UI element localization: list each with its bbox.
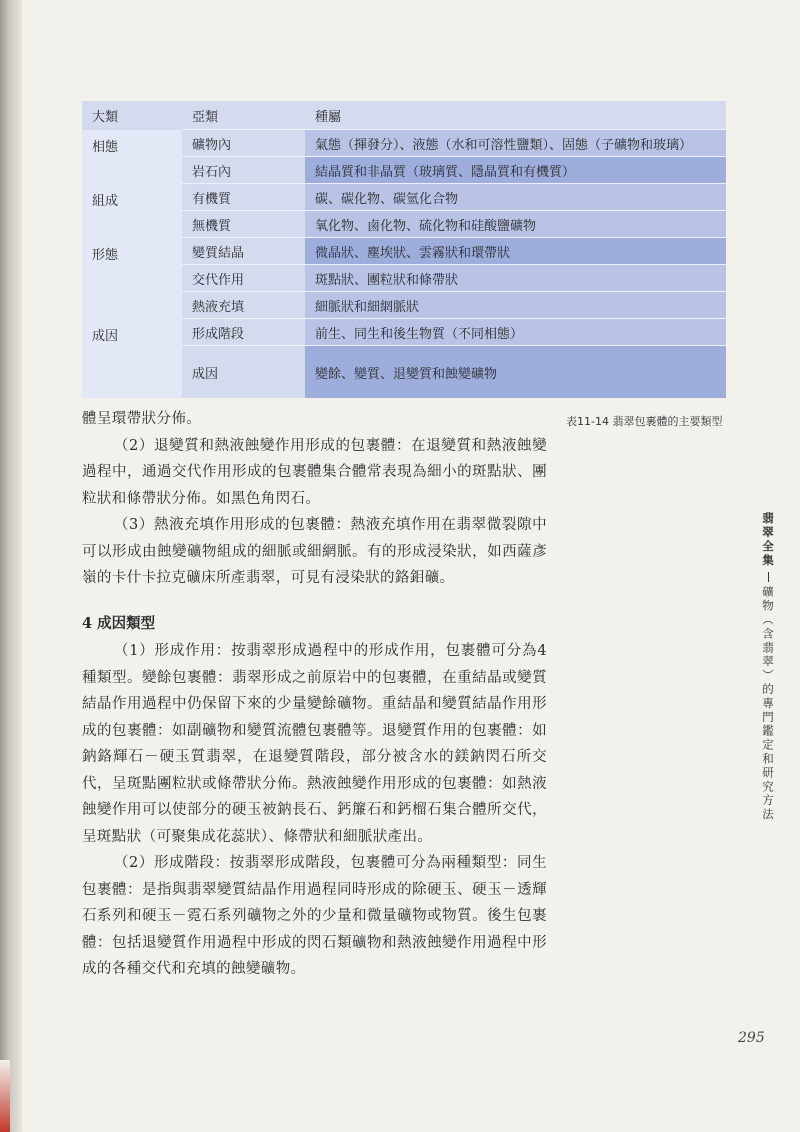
book-spine-shadow <box>0 0 22 1132</box>
species-cell: 碳、碳化物、碳氫化合物 <box>305 184 726 211</box>
paragraph: （3）熱液充填作用形成的包裹體：熱液充填作用在翡翠微裂隙中可以形成由蝕變礦物組成的細脈或細網脈。有的形成浸染狀，如西薩彥嶺的卡什卡拉克礦床所產翡翠，可見有浸染狀的鉻鉬礦。 <box>82 517 547 586</box>
table-row <box>82 238 726 265</box>
inclusion-type-table <box>82 101 726 398</box>
species-cell: 氧化物、鹵化物、硫化物和硅酸鹽礦物 <box>305 211 726 238</box>
category-cell: 相態 <box>82 130 182 184</box>
table-row <box>82 184 726 211</box>
category-cell: 形態 <box>82 238 182 319</box>
table-caption: 表11-14 翡翠包裹體的主要類型 <box>566 415 723 428</box>
body-text-bottom <box>82 638 547 983</box>
subcategory-cell: 交代作用 <box>182 265 305 292</box>
body-text-top <box>82 406 547 592</box>
category-cell: 組成 <box>82 184 182 238</box>
chapter-title: 礦物（含翡翠）的專門鑑定和研究方法 <box>761 585 775 822</box>
species-cell: 細脈狀和細網脈狀 <box>305 292 726 319</box>
subcategory-cell: 成因 <box>182 346 305 399</box>
subcategory-cell: 形成階段 <box>182 319 305 346</box>
header-species: 種屬 <box>305 101 726 130</box>
species-cell: 結晶質和非晶質（玻璃質、隱晶質和有機質） <box>305 157 726 184</box>
species-cell: 斑點狀、團粒狀和條帶狀 <box>305 265 726 292</box>
series-title: 翡翠全集 <box>761 512 775 568</box>
table-header-row <box>82 101 726 130</box>
paragraph: 體呈環帶狀分佈。 <box>82 411 202 427</box>
subcategory-cell: 岩石內 <box>182 157 305 184</box>
species-cell: 前生、同生和後生物質（不同相態） <box>305 319 726 346</box>
species-cell: 變餘、變質、退變質和蝕變礦物 <box>305 346 726 399</box>
running-header <box>762 512 776 822</box>
header-subcategory: 亞類 <box>182 101 305 130</box>
header-divider <box>768 572 769 582</box>
table-row <box>82 130 726 157</box>
species-cell: 氣態（揮發分）、液態（水和可溶性鹽類）、固態（子礦物和玻璃） <box>305 130 726 157</box>
table-row <box>82 319 726 346</box>
paragraph: （2）退變質和熱液蝕變作用形成的包裹體：在退變質和熱液蝕變過程中，通過交代作用形成的包裹體集合體常表現為細小的斑點狀、團粒狀和條帶狀分佈。如黑色角閃石。 <box>82 437 547 507</box>
subcategory-cell: 熱液充填 <box>182 292 305 319</box>
paragraph: （1）形成作用：按翡翠形成過程中的形成作用，包裹體可分為4種類型。變餘包裹體：翡翠形成之前原岩中的包裹體，在重結晶或變質結晶作用過程中仍保留下來的少量變餘礦物。重結晶和變質結晶作用形成的包裹體：如副礦物和變質流體包裹體等。退變質作用的包裹體：如鈉鉻輝石－硬玉質翡翠，在退變質階段，部分被含水的鎂鈉閃石所交代，呈斑點團粒狀或條帶狀分佈。熱液蝕變作用形成的包裹體：如熱液蝕變作用可以使部分的硬玉被鈉長石、鈣簾石和鈣榴石集合體所交代，呈斑點狀（可聚集成花蕊狀）、條帶狀和細脈狀產出。 <box>82 643 547 845</box>
subcategory-cell: 無機質 <box>182 211 305 238</box>
section-heading: 4 成因類型 <box>82 615 156 632</box>
paragraph: （2）形成階段：按翡翠形成階段，包裹體可分為兩種類型：同生包裹體：是指與翡翠變質結晶作用過程同時形成的除硬玉、硬玉－透輝石系列和硬玉－霓石系列礦物之外的少量和微量礦物或物質。後生包裹體：包括退變質作用過程中形成的閃石類礦物和熱液蝕變作用過程中形成的各種交代和充填的蝕變礦物。 <box>82 855 547 977</box>
species-cell: 微晶狀、塵埃狀、雲霧狀和環帶狀 <box>305 238 726 265</box>
category-cell: 成因 <box>82 319 182 399</box>
book-edge-mark <box>0 1060 10 1132</box>
subcategory-cell: 礦物內 <box>182 130 305 157</box>
header-category: 大類 <box>82 101 182 130</box>
subcategory-cell: 變質結晶 <box>182 238 305 265</box>
subcategory-cell: 有機質 <box>182 184 305 211</box>
page-number: 295 <box>738 1030 765 1046</box>
